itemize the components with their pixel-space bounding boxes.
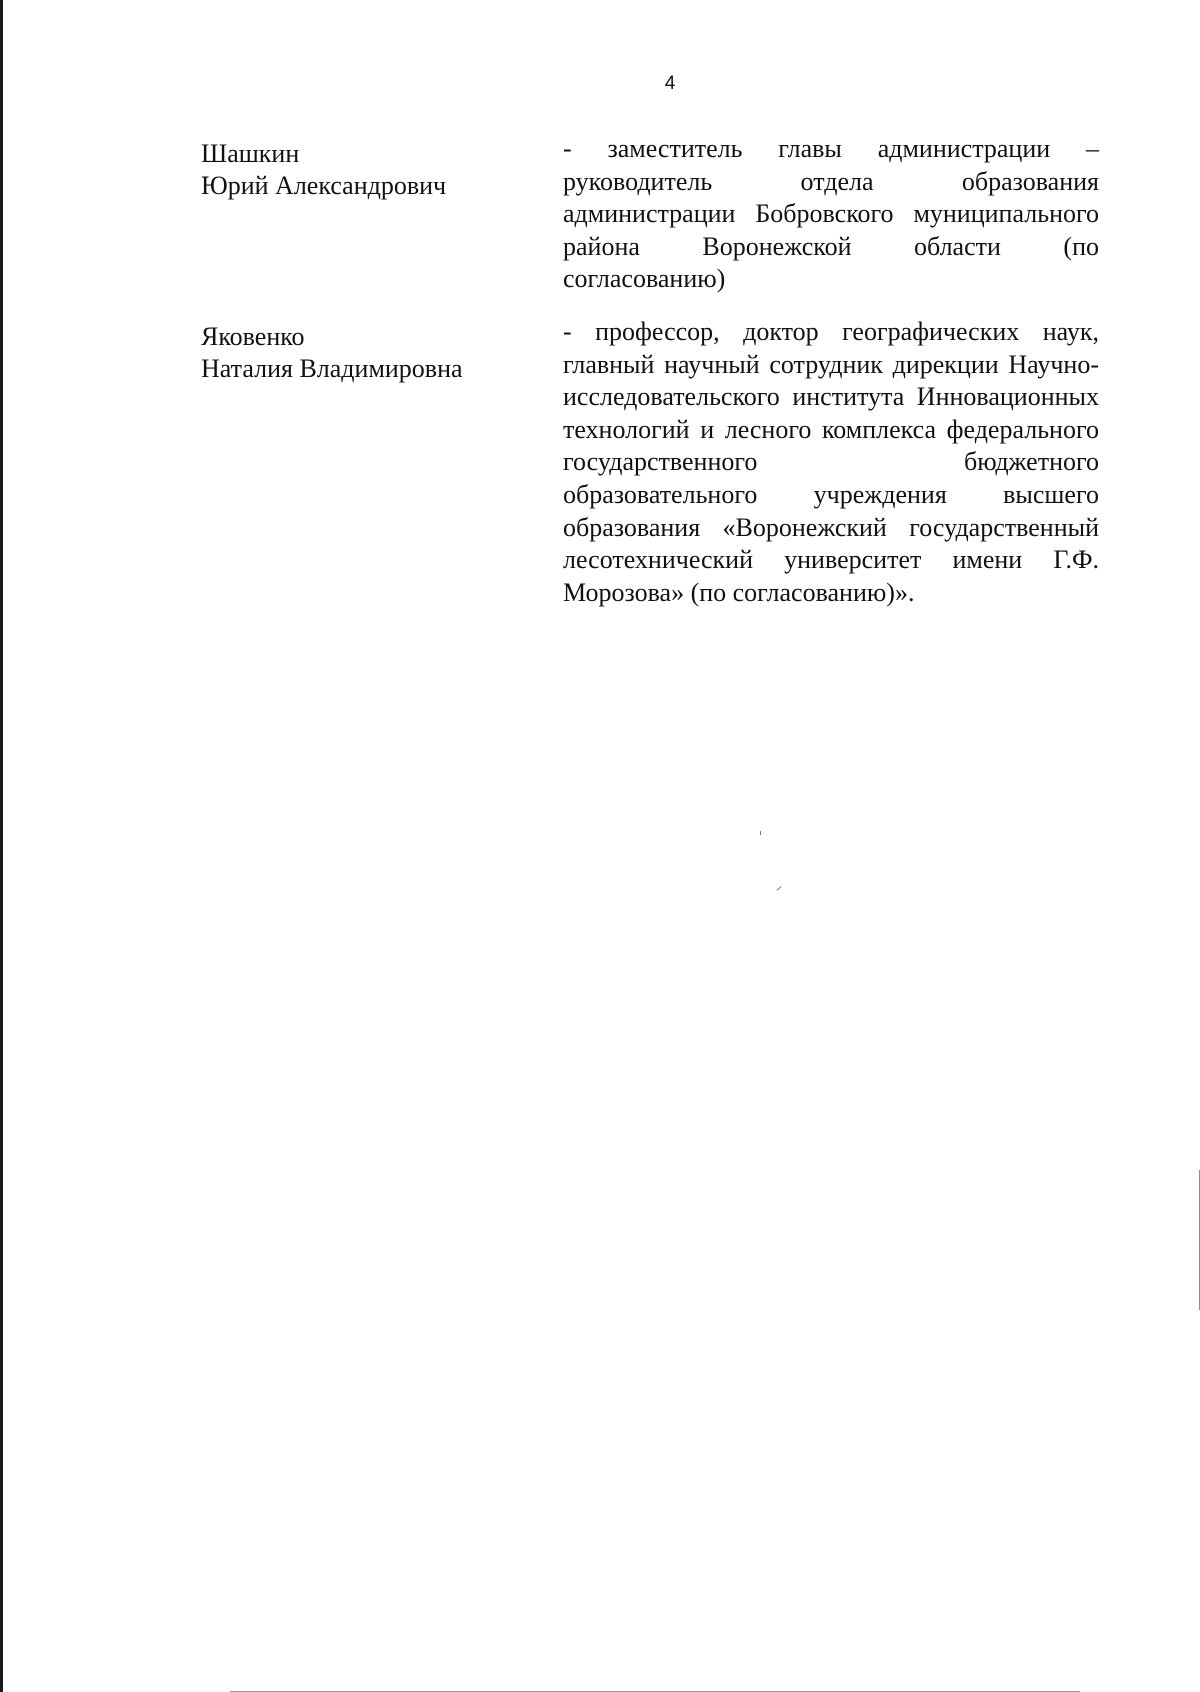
scan-speck [760, 831, 761, 835]
member-given-names: Наталия Владимировна [201, 354, 463, 383]
page-number: 4 [664, 73, 676, 94]
member-name [201, 321, 531, 385]
member-description: - профессор, доктор географических наук, главный научный сотрудник дирекции Научно-исследовательского института Инновационных технологий и лесного комплекса федерального государственного бюджетного образовательного учреждения высшего образования «Воронежский государственный лесотехнический университет имени Г.Ф. Морозова» (по согласованию)». [563, 317, 1099, 607]
member-name [201, 138, 531, 202]
scan-speck [776, 886, 781, 891]
member-description: - заместитель главы администрации – руководитель отдела образования администрации Бобровского муниципального района Воронежской области (по согласованию) [563, 134, 1099, 294]
member-given-names: Юрий Александрович [201, 171, 447, 200]
member-surname: Шашкин [201, 139, 300, 168]
scan-edge-left [0, 0, 3, 1692]
member-surname: Яковенко [201, 322, 305, 351]
